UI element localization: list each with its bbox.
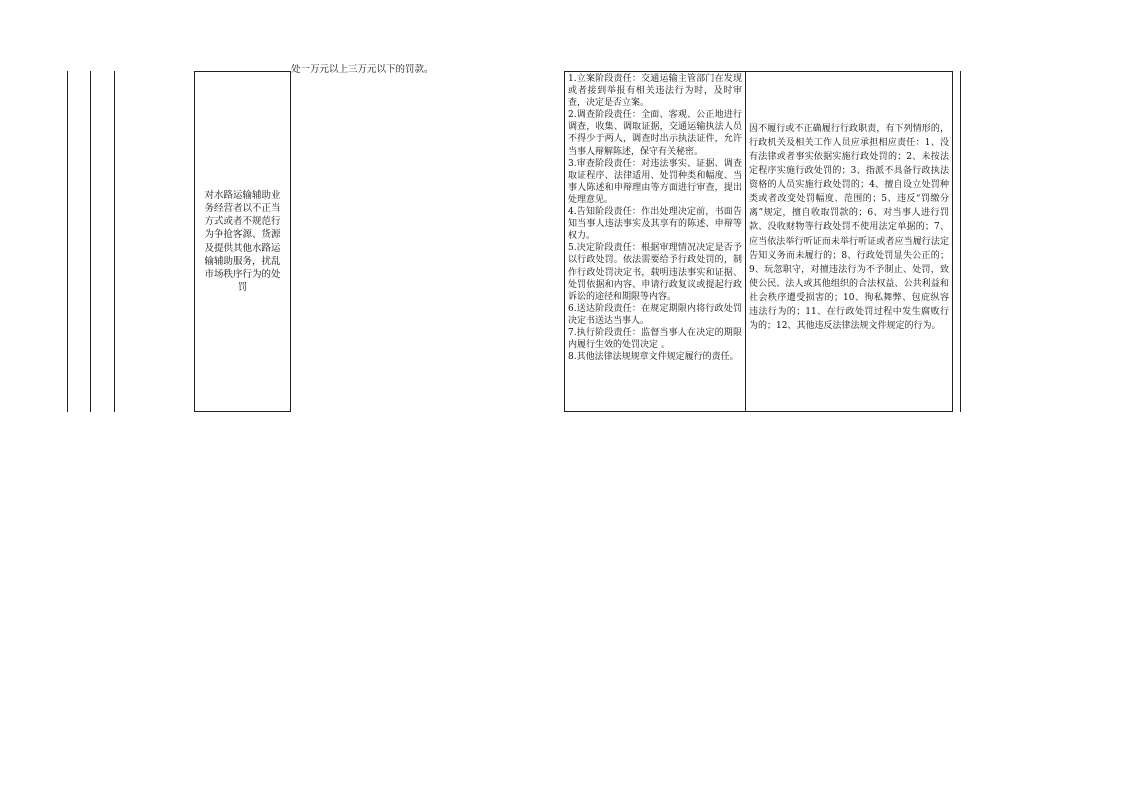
responsibility-cell — [564, 71, 746, 412]
accountability-cell — [745, 71, 953, 412]
item-name-text: 对水路运输辅助业务经营者以不正当方式或者不规范行为争抢客源、货源及提供其他水路运输辅助服务，扰乱市场秩序行为的处罚 — [204, 189, 281, 294]
column-border-1 — [67, 71, 68, 412]
column-border-3 — [114, 71, 115, 412]
responsibility-stage: 1.立案阶段责任：交通运输主管部门在发现或者接到举报有相关违法行为时，及时审查，决定是否立案。 — [568, 74, 742, 109]
responsibility-stage: 7.执行阶段责任：监督当事人在决定的期限内履行生效的处罚决定 。 — [568, 327, 742, 351]
legal-basis-fragment: 处一万元以上三万元以下的罚款。 — [291, 64, 434, 75]
item-name-cell — [194, 71, 291, 412]
responsibility-stage: 8.其他法律法规规章文件规定履行的责任。 — [568, 352, 739, 363]
column-border-right — [960, 71, 961, 412]
responsibility-stage: 4.告知阶段责任：作出处理决定前，书面告知当事人违法事实及其享有的陈述、申辩等权力。 — [568, 207, 742, 242]
responsibility-stage: 5.决定阶段责任：根据审理情况决定是否予以行政处罚。依法需要给予行政处罚的，制作行政处罚决定书，载明违法事实和证据、处罚依据和内容、申请行政复议或提起行政诉讼的途径和期限等内容。 — [568, 243, 742, 302]
column-border-2 — [90, 71, 91, 412]
responsibility-stage: 3.审查阶段责任：对违法事实、证据、调查取证程序、法律适用、处罚种类和幅度、当事人陈述和申辩理由等方面进行审查，提出处理意见。 — [568, 158, 742, 205]
responsibility-stage: 6.送达阶段责任：在规定期限内将行政处罚决定书送达当事人。 — [568, 303, 742, 326]
responsibility-stage: 2.调查阶段责任：全面、客观、公正地进行调查，收集、调取证据，交通运输执法人员不得少于两人，调查时出示执法证件，允许当事人辩解陈述，保守有关秘密。 — [568, 110, 742, 157]
accountability-text: 因不履行或不正确履行行政职责，有下列情形的，行政机关及相关工作人员应承担相应责任：1、没有法律或者事实依据实施行政处罚的；2、未按法定程序实施行政处罚的；3、指派不具备行政执法资格的人员实施行政处罚的；4、擅自设立处罚种类或者改变处罚幅度、范围的；5、违反“罚缴分离”规定，擅自收取罚款的；6、对当事人进行罚款、没收财物等行政处罚不使用法定单据的；7、应当依法举行听证而未举行听证或者应当履行法定告知义务而未履行的；8、行政处罚显失公正的；9、玩忽职守，对擅违法行为不予制止、处罚，致使公民、法人或其他组织的合法权益、公共利益和社会秩序遭受损害的；10、徇私舞弊、包庇纵容违法行为的；11、在行政处罚过程中发生腐败行为的；12、其他违反法律法规文件规定的行为。 — [749, 123, 949, 332]
